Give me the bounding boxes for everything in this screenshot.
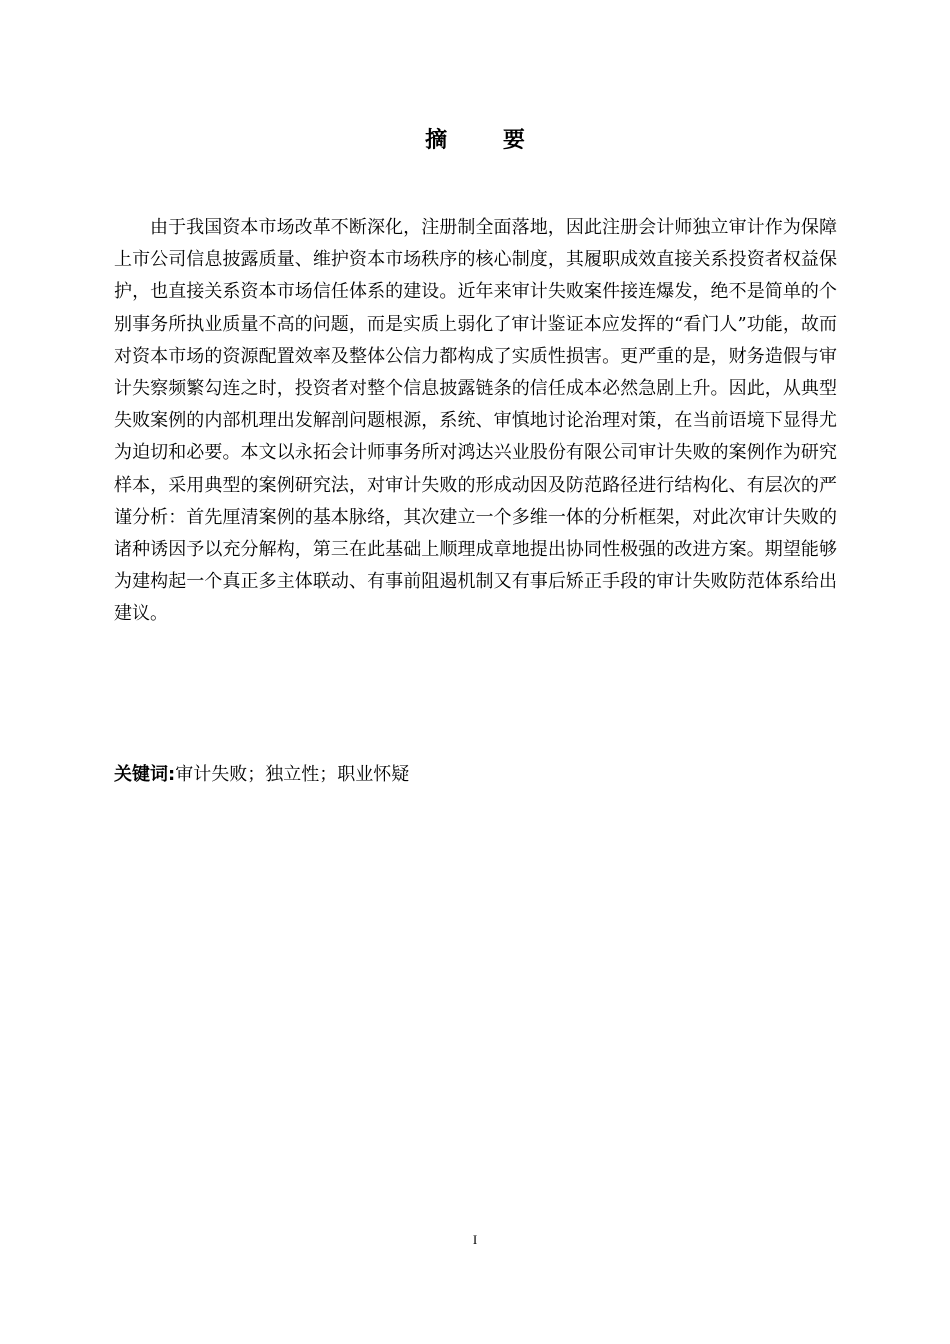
page-number: I (472, 1232, 478, 1247)
keywords-line (114, 759, 837, 791)
keywords-value: 审计失败；独立性；职业怀疑 (175, 764, 410, 785)
abstract-paragraph: 由于我国资本市场改革不断深化，注册制全面落地，因此注册会计师独立审计作为保障上市公司信息披露质量、维护资本市场秩序的核心制度，其履职成效直接关系投资者权益保护，也直接关系资本市场信任体系的建设。近年来审计失败案件接连爆发，绝不是简单的个别事务所执业质量不高的问题，而是实质上弱化了审计鉴证本应发挥的“看门人”功能，故而对资本市场的资源配置效率及整体公信力都构成了实质性损害。更严重的是，财务造假与审计失察频繁勾连之时，投资者对整个信息披露链条的信任成本必然急剧上升。因此，从典型失败案例的内部机理出发解剖问题根源，系统、审慎地讨论治理对策，在当前语境下显得尤为迫切和必要。本文以永拓会计师事务所对鸿达兴业股份有限公司审计失败的案例作为研究样本，采用典型的案例研究法，对审计失败的形成动因及防范路径进行结构化、有层次的严谨分析：首先厘清案例的基本脉络，其次建立一个多维一体的分析框架，对此次审计失败的诸种诱因予以充分解构，第三在此基础上顺理成章地提出协同性极强的改进方案。期望能够为建构起一个真正多主体联动、有事前阻遏机制又有事后矫正手段的审计失败防范体系给出建议。 (114, 217, 837, 625)
keywords-label: 关键词: (114, 764, 176, 785)
page-title: 摘 要 (425, 128, 549, 153)
